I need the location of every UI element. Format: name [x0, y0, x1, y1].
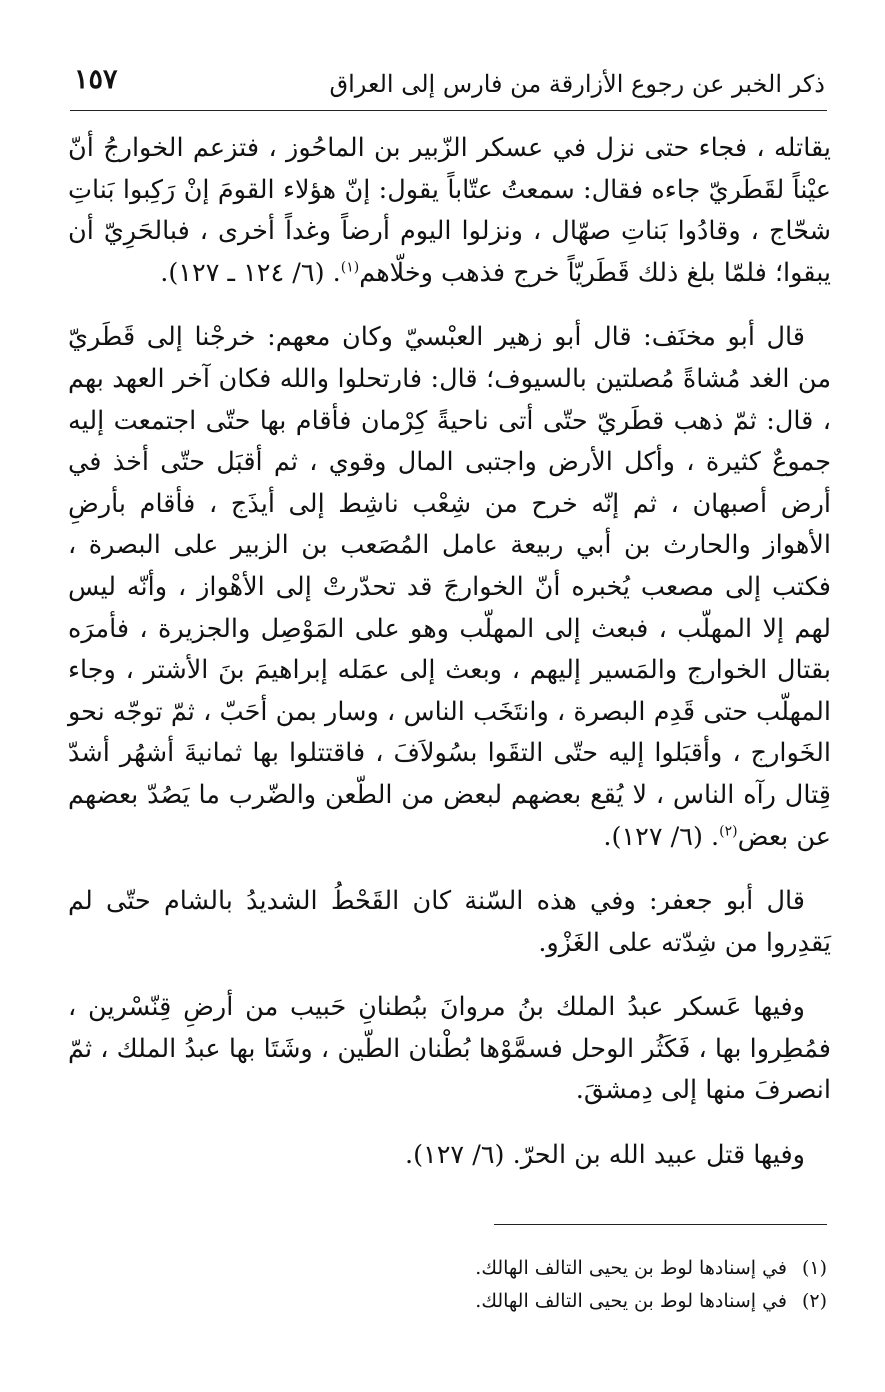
paragraph-1	[68, 128, 831, 294]
footnote-1-number: (١)	[801, 1257, 827, 1279]
footnote-2-text: في إسنادها لوط بن يحيى التالف الهالك.	[475, 1290, 787, 1312]
running-title: ذكر الخبر عن رجوع الأزارقة من فارس إلى العراق	[329, 70, 825, 98]
page-number: ١٥٧	[74, 64, 118, 95]
paragraph-4-text: وفيها عَسكر عبدُ الملك بنُ مروانَ ببُطنانِ حَبيب من أرضِ قِنّسْرين ، فمُطِروا بها ، فَكَثُر الوحل فسمَّوْها بُطْنان الطّين ، وشَتَا بها عبدُ الملك ، ثمّ انصرفَ منها إلى دِمشقَ.	[68, 992, 831, 1106]
footnote-1	[70, 1252, 827, 1285]
paragraph-1-citation: . (٦/ ١٢٤ ـ ١٢٧).	[160, 257, 341, 288]
footnote-ref-2: (٢)	[719, 823, 738, 839]
paragraph-2-text: قال أبو مخنَف: قال أبو زهير العبْسيّ وكان معهم: خرجْنا إلى قَطَريّ من الغد مُشاةً مُصلتين بالسيوف؛ قال: فارتحلوا والله فكان آخر العهد بهم ، قال: ثمّ ذهب قطَريّ حتّى أتى ناحيةً كِرْمان فأقام بها حتّى اجتمعت إليه جموعٌ كثيرة ، وأكل الأرض واجتبى المال وقوي ، ثم أقبَل حتّى أخذ في أرض أصبهان ، ثم إنّه خرح من شِعْب ناشِط إلى أيذَج ، فأقام بأرضِ الأهواز والحارث بن أبي ربيعة عامل المُصَعب بن الزبير على البصرة ، فكتب إلى مصعب يُخبره أنّ الخوارجَ قد تحدّرتْ إلى الأهْواز ، وأنّه ليس لهم إلا المهلّب ، فبعث إلى المهلّب وهو على المَوْصِل والجزيرة ، فأمرَه بقتال الخوارج والمَسير إليهم ، وبعث إلى عمَله إبراهيمَ بنَ الأشتر ، وجاء المهلّب حتى قَدِم البصرة ، وانتَخَب الناس ، وسار بمن أحَبّ ، ثمّ توجّه نحو الخَوارج ، وأقبَلوا إليه حتّى التقَوا بسُولاَفَ ، فاقتتلوا بها ثمانيةَ أشهُر أشدّ قِتال رآه الناس ، لا يُقع بعضهم لبعض من الطّعن والضّرب ما يَصُدّ بعضهم عن بعض	[68, 322, 831, 852]
footnote-ref-1: (١)	[340, 259, 360, 276]
main-text	[68, 128, 831, 1177]
paragraph-3	[68, 881, 831, 964]
footnotes	[70, 1252, 827, 1318]
footnote-2	[70, 1285, 827, 1318]
footnote-2-number: (٢)	[801, 1290, 827, 1312]
paragraph-5	[68, 1135, 831, 1177]
paragraph-2	[68, 317, 831, 858]
running-header	[70, 58, 827, 111]
paragraph-1-text: يقاتله ، فجاء حتى نزل في عسكر الزّبير بن الماحُوز ، فتزعم الخوارجُ أنّ عيْناً لقَطَريّ جاءه فقال: سمعتُ عتّاباً يقول: إنّ هؤلاء القومَ إنْ رَكِبوا بَناتِ شحّاج ، وقادُوا بَناتِ صهّال ، ونزلوا اليوم أرضاً وغداً أخرى ، فبالحَرِيّ أن يبقوا؛ فلمّا بلغ ذلك قَطَريّاً خرج فذهب وخلّاهم	[68, 133, 831, 288]
paragraph-4	[68, 987, 831, 1112]
paragraph-2-citation: . (٦/ ١٢٧).	[603, 821, 720, 852]
footnote-divider	[494, 1224, 827, 1225]
paragraph-3-text: قال أبو جعفر: وفي هذه السّنة كان القَحْطُ الشديدُ بالشام حتّى لم يَقدِروا من شِدّته على الغَزْو.	[68, 886, 831, 958]
paragraph-5-text: وفيها قتل عبيد الله بن الحرّ. (٦/ ١٢٧).	[404, 1140, 805, 1171]
footnote-1-text: في إسنادها لوط بن يحيى التالف الهالك.	[475, 1257, 787, 1279]
